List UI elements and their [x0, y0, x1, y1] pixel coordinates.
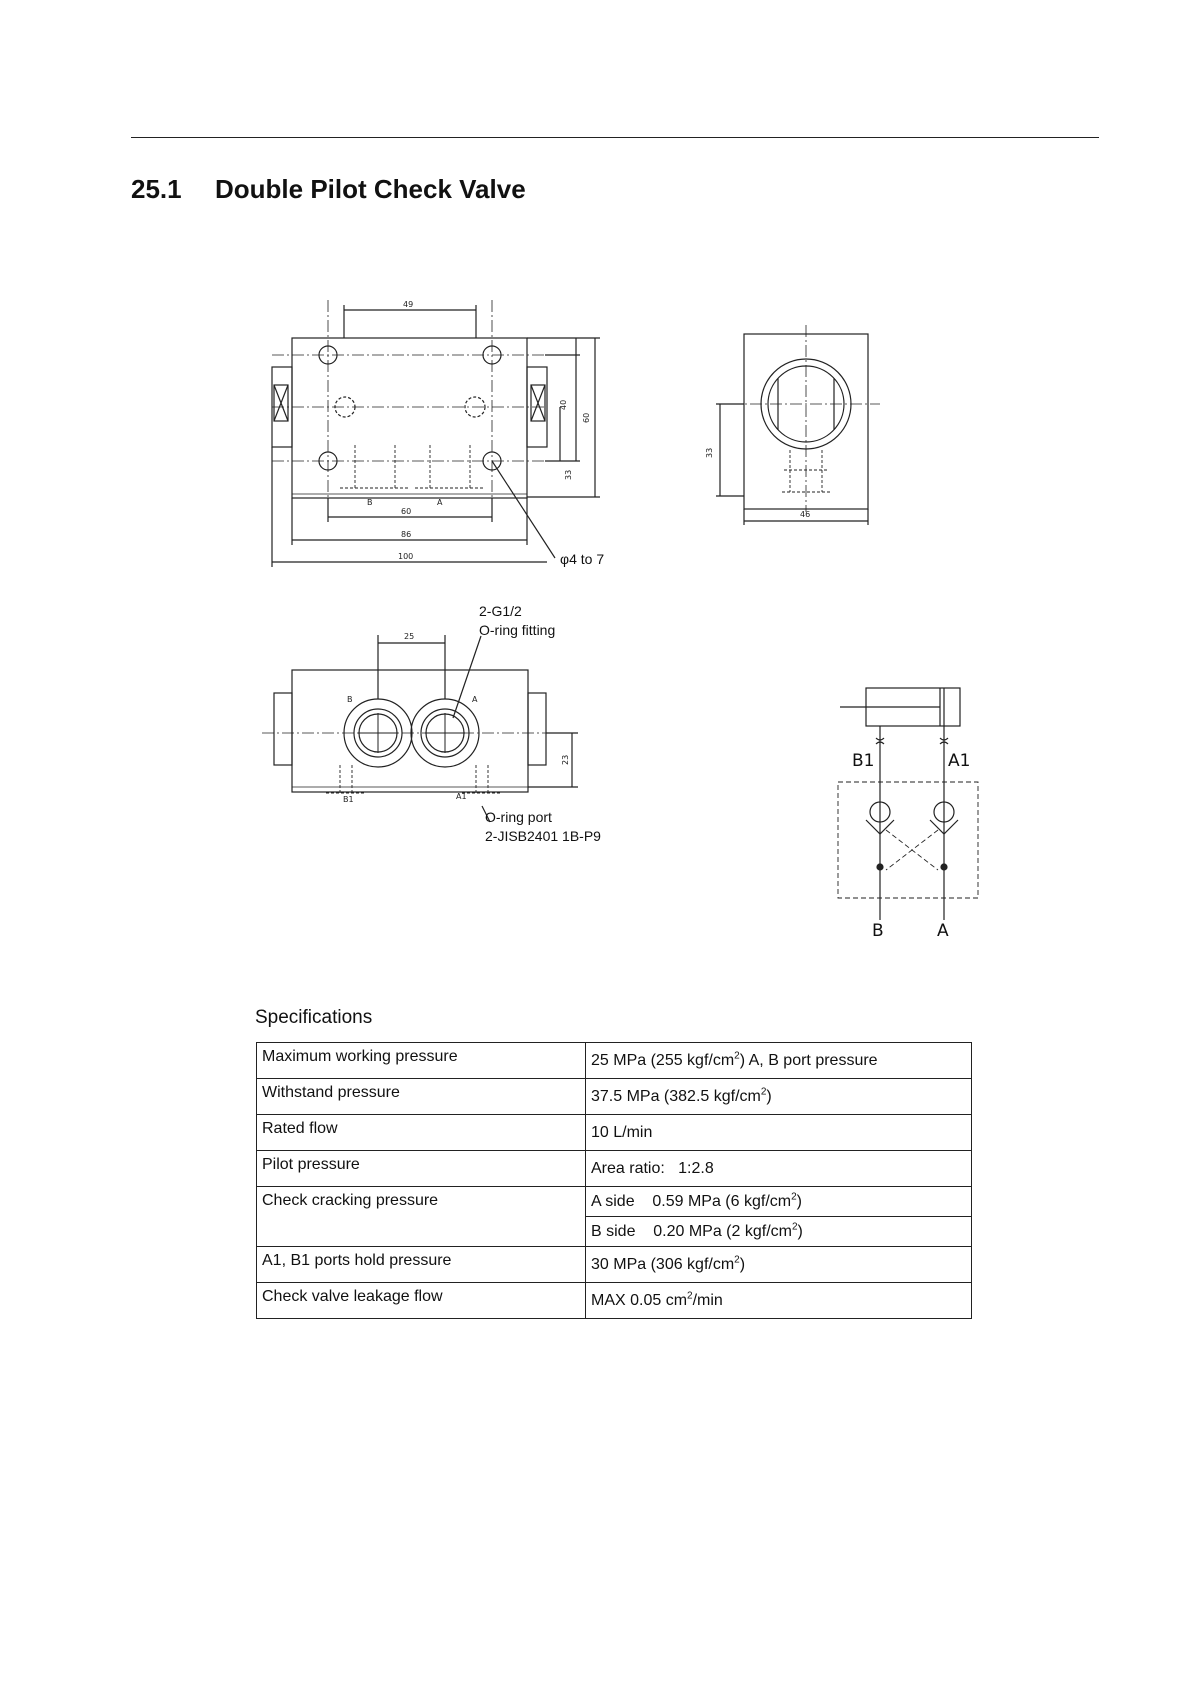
dim-33: 33	[564, 469, 573, 480]
spec-label: Rated flow	[257, 1115, 586, 1151]
symbol-b1-label: B1	[852, 751, 875, 771]
front-port-b1-label: B1	[343, 795, 354, 804]
fitting-note-leader	[453, 636, 481, 718]
spec-value: 10 L/min	[586, 1115, 972, 1151]
oring-note-line2: 2-JISB2401 1B-P9	[485, 828, 601, 844]
dim-49: 49	[403, 300, 414, 309]
spec-row	[257, 1247, 972, 1283]
side-dim-46: 46	[800, 510, 811, 519]
dim-100: 100	[398, 552, 414, 561]
symbol-a-label: A	[937, 921, 949, 941]
symbol-a1-label: A1	[948, 751, 971, 771]
spec-label: Maximum working pressure	[257, 1043, 586, 1079]
spec-value: B side 0.20 MPa (2 kgf/$cm^2$)	[586, 1217, 972, 1247]
front-view-left-boss	[274, 693, 292, 765]
front-port-a-label: A	[472, 695, 478, 704]
front-port-a1-label: A1	[456, 792, 467, 801]
front-dim-23: 23	[561, 754, 570, 765]
dim-60: 60	[401, 507, 412, 516]
fitting-note-line2: O-ring fitting	[479, 622, 556, 638]
dim-86: 86	[401, 530, 412, 539]
top-view	[272, 300, 600, 567]
spec-row	[257, 1043, 972, 1079]
front-port-b-label: B	[347, 695, 353, 704]
spec-value: 25 MPa (255 kgf/$cm^2$) A, B port pressure	[586, 1043, 972, 1079]
spec-value: 37.5 MPa (382.5 kgf/$cm^2$)	[586, 1079, 972, 1115]
hole-note: φ4 to 7	[560, 551, 605, 567]
spec-row	[257, 1151, 972, 1187]
dim-40: 40	[559, 399, 568, 410]
section-title: Double Pilot Check Valve	[215, 174, 526, 204]
front-dim-25: 25	[404, 632, 415, 641]
spec-value: 30 MPa (306 kgf/$cm^2$)	[586, 1247, 972, 1283]
spec-label: Check cracking pressure	[257, 1187, 586, 1247]
spec-row	[257, 1283, 972, 1319]
spec-value: A side 0.59 MPa (6 kgf/$cm^2$)	[586, 1187, 972, 1217]
spec-row	[257, 1079, 972, 1115]
symbol-b-label: B	[872, 921, 884, 941]
spec-value: Area ratio: 1:2.8	[586, 1151, 972, 1187]
spec-row	[257, 1187, 972, 1217]
fitting-note-line1: 2-G1/2	[479, 603, 522, 619]
front-view-body	[292, 670, 528, 792]
spec-label: Withstand pressure	[257, 1079, 586, 1115]
spec-label: A1, B1 ports hold pressure	[257, 1247, 586, 1283]
front-view	[262, 635, 578, 822]
hydraulic-symbol	[838, 688, 978, 920]
spec-row	[257, 1115, 972, 1151]
side-dim-33: 33	[705, 447, 714, 458]
specifications-title: Specifications	[255, 1007, 373, 1028]
spec-label: Pilot pressure	[257, 1151, 586, 1187]
spec-value: MAX 0.05 $cm^2/\min$	[586, 1283, 972, 1319]
section-number: 25.1	[131, 174, 182, 204]
top-port-b-label: B	[367, 498, 373, 507]
dim-60-vertical: 60	[582, 412, 591, 423]
specifications-table	[256, 1042, 972, 1319]
top-port-a-label: A	[437, 498, 443, 507]
spec-label: Check valve leakage flow	[257, 1283, 586, 1319]
oring-note-line1: O-ring port	[485, 809, 552, 825]
front-view-right-boss	[528, 693, 546, 765]
hole-note-leader	[492, 461, 555, 558]
side-view	[716, 325, 880, 525]
